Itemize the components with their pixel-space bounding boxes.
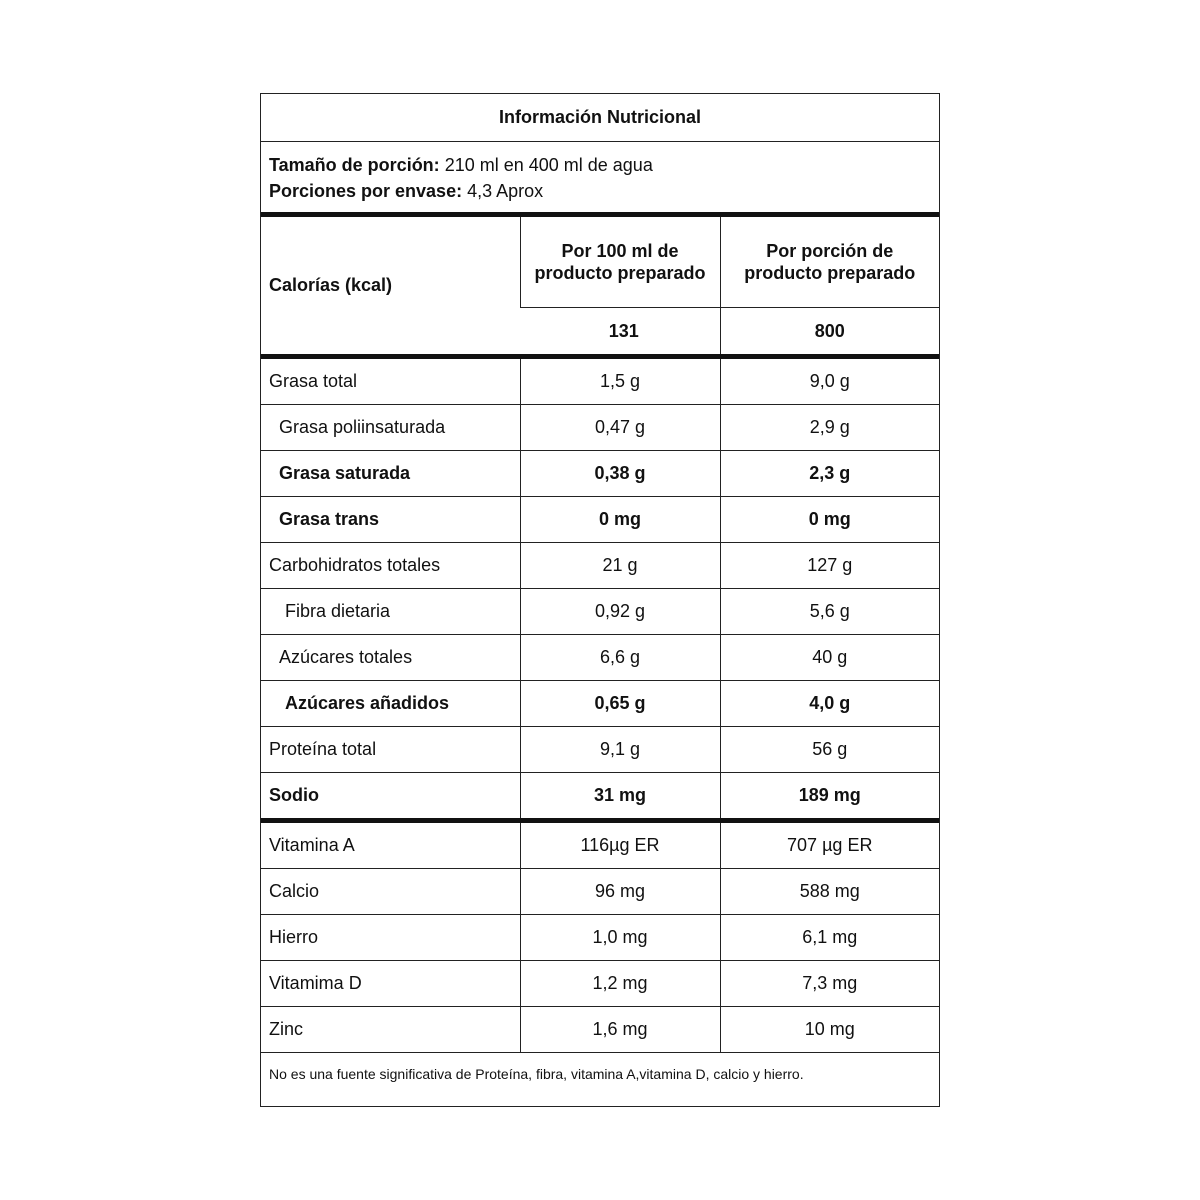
value-per-serving: 10 mg [720, 1007, 939, 1053]
value-per-serving: 588 mg [720, 869, 939, 915]
micronutrient-row [261, 1007, 939, 1053]
nutrient-name: Azúcares añadidos [261, 681, 520, 727]
nutrient-name: Vitamina A [261, 821, 520, 869]
value-per-serving: 2,3 g [720, 451, 939, 497]
calories-label: Calorías (kcal) [261, 217, 520, 357]
nutrient-name: Grasa saturada [261, 451, 520, 497]
panel-title: Información Nutricional [261, 94, 939, 142]
value-per-100ml: 21 g [520, 543, 720, 589]
value-per-100ml: 1,6 mg [520, 1007, 720, 1053]
nutrition-facts-panel [260, 93, 940, 1107]
value-per-100ml: 6,6 g [520, 635, 720, 681]
value-per-serving: 2,9 g [720, 405, 939, 451]
value-per-100ml: 31 mg [520, 773, 720, 821]
value-per-100ml: 1,2 mg [520, 961, 720, 1007]
micronutrient-row [261, 869, 939, 915]
nutrient-row [261, 497, 939, 543]
nutrient-name: Zinc [261, 1007, 520, 1053]
value-per-serving: 5,6 g [720, 589, 939, 635]
calories-per-100ml: 131 [520, 308, 720, 357]
column-header-per-100ml: Por 100 ml de producto preparado [520, 217, 720, 308]
footnote: No es una fuente significativa de Proteína, fibra, vitamina A,vitamina D, calcio y hierro. [269, 1065, 804, 1082]
value-per-serving: 189 mg [720, 773, 939, 821]
value-per-100ml: 0,92 g [520, 589, 720, 635]
micronutrient-row [261, 961, 939, 1007]
value-per-100ml: 0 mg [520, 497, 720, 543]
value-per-100ml: 116µg ER [520, 821, 720, 869]
value-per-serving: 56 g [720, 727, 939, 773]
nutrient-name: Hierro [261, 915, 520, 961]
nutrient-name: Grasa total [261, 357, 520, 405]
value-per-serving: 0 mg [720, 497, 939, 543]
nutrient-row [261, 635, 939, 681]
value-per-100ml: 96 mg [520, 869, 720, 915]
nutrient-name: Vitamima D [261, 961, 520, 1007]
nutrient-name: Grasa poliinsaturada [261, 405, 520, 451]
value-per-100ml: 0,47 g [520, 405, 720, 451]
value-per-100ml: 0,65 g [520, 681, 720, 727]
nutrient-row [261, 357, 939, 405]
nutrient-name: Proteína total [261, 727, 520, 773]
nutrient-name: Sodio [261, 773, 520, 821]
value-per-100ml: 0,38 g [520, 451, 720, 497]
nutrient-row [261, 405, 939, 451]
nutrient-name: Carbohidratos totales [261, 543, 520, 589]
value-per-serving: 40 g [720, 635, 939, 681]
nutrient-name: Azúcares totales [261, 635, 520, 681]
servings-per-container: Porciones por envase: 4,3 Aprox [269, 181, 544, 201]
value-per-serving: 707 µg ER [720, 821, 939, 869]
value-per-100ml: 1,5 g [520, 357, 720, 405]
nutrient-row [261, 727, 939, 773]
nutrient-name: Calcio [261, 869, 520, 915]
nutrient-row [261, 543, 939, 589]
nutrient-name: Grasa trans [261, 497, 520, 543]
micronutrient-row [261, 915, 939, 961]
value-per-serving: 4,0 g [720, 681, 939, 727]
serving-size: Tamaño de porción: 210 ml en 400 ml de agua [269, 155, 653, 175]
nutrient-row [261, 589, 939, 635]
value-per-serving: 127 g [720, 543, 939, 589]
nutrient-row [261, 773, 939, 821]
serving-info [261, 142, 939, 217]
nutrient-name: Fibra dietaria [261, 589, 520, 635]
nutrient-row [261, 451, 939, 497]
value-per-serving: 6,1 mg [720, 915, 939, 961]
value-per-serving: 9,0 g [720, 357, 939, 405]
column-header-per-serving: Por porción de producto preparado [720, 217, 939, 308]
value-per-100ml: 1,0 mg [520, 915, 720, 961]
value-per-serving: 7,3 mg [720, 961, 939, 1007]
micronutrient-row [261, 821, 939, 869]
nutrition-table [261, 217, 939, 1053]
calories-per-serving: 800 [720, 308, 939, 357]
value-per-100ml: 9,1 g [520, 727, 720, 773]
nutrient-row [261, 681, 939, 727]
